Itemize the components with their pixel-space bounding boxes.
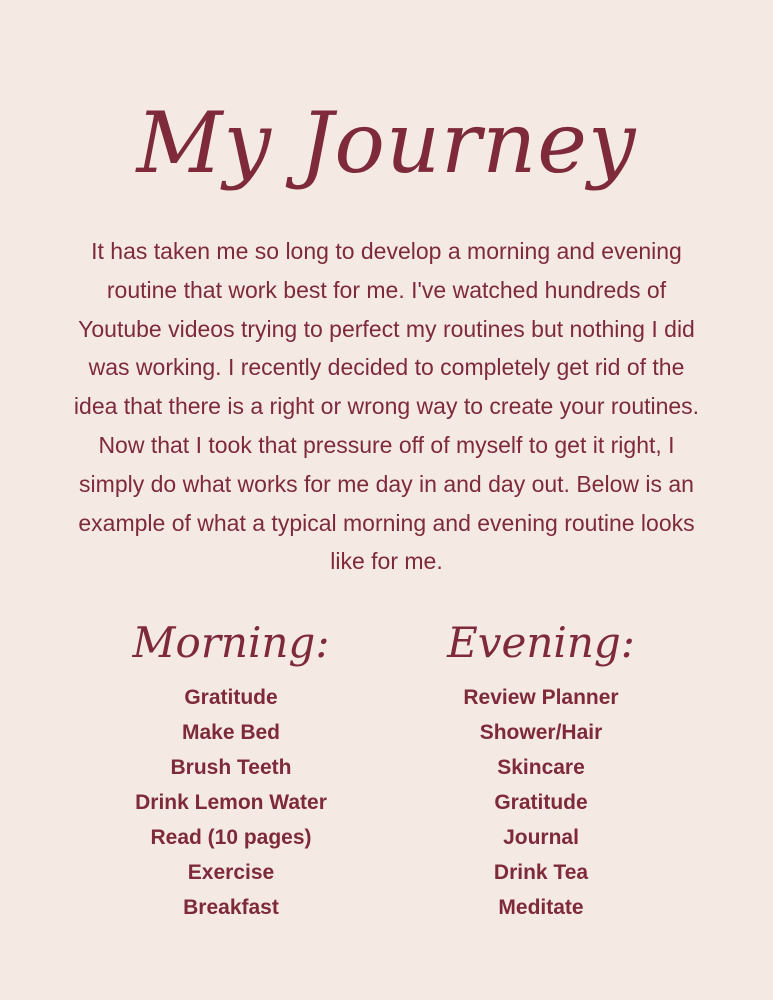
morning-heading: Morning:	[132, 618, 330, 667]
morning-item: Exercise	[187, 861, 275, 884]
evening-item: Drink Tea	[493, 861, 589, 884]
morning-routine	[81, 608, 381, 925]
intro-paragraph: It has taken me so long to develop a morning and evening routine that work best for me. I've watched hundreds of Youtube videos trying to perfect my routines but nothing I did was working. I recently decided to completely get rid of the idea that there is a right or wrong way to create your routines. Now that I took that pressure off of myself to get it right, I simply do what works for me day in and day out. Below is an example of what a typical morning and evening routine looks like for me.	[73, 238, 700, 575]
evening-item: Review Planner	[463, 686, 619, 709]
morning-item: Make Bed	[181, 721, 281, 744]
evening-heading: Evening:	[447, 618, 635, 667]
page-title: My Journey	[136, 94, 637, 192]
morning-item: Brush Teeth	[170, 756, 292, 779]
evening-routine	[391, 608, 691, 925]
morning-item: Drink Lemon Water	[135, 791, 327, 814]
morning-list	[81, 680, 381, 925]
morning-item: Read (10 pages)	[150, 826, 312, 849]
evening-item: Journal	[503, 826, 579, 849]
evening-item: Skincare	[497, 756, 585, 779]
evening-item: Meditate	[498, 896, 584, 919]
evening-item: Gratitude	[494, 791, 588, 814]
evening-list	[391, 680, 691, 925]
morning-item: Breakfast	[183, 896, 279, 919]
morning-item: Gratitude	[184, 686, 278, 709]
evening-item: Shower/Hair	[479, 721, 603, 744]
